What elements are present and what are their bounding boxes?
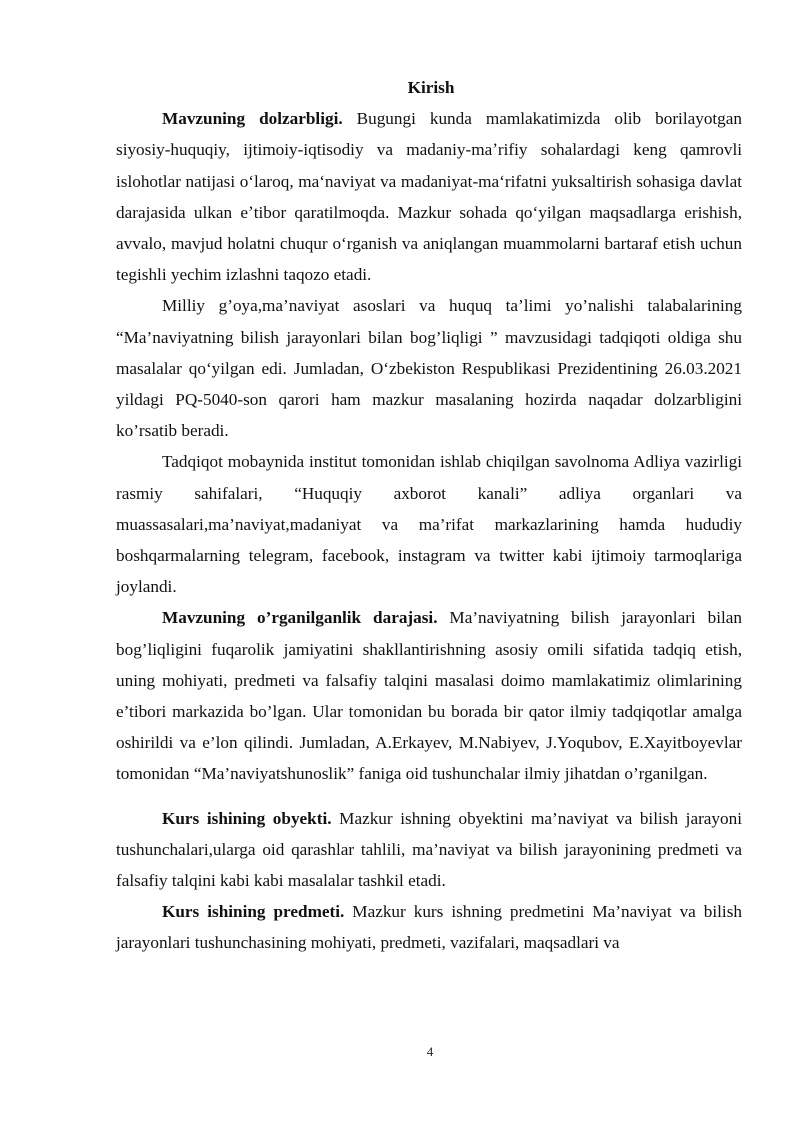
paragraph-text: Tadqiqot mobaynida institut tomonidan ishlab chiqilgan savolnoma Adliya vazirligi rasmiy sahifalari, “Huquqiy axborot kanali” adliya organlari va muassasalari,ma’naviyat,madaniyat va ma’rifat markazlarining hamda hududiy boshqarmalarning telegram, facebook, instagram va twitter kabi ijtimoiy tarmoqlariga joylandi. [116, 452, 742, 597]
paragraph-lead: Mavzuning dolzarbligi. [162, 109, 343, 129]
paragraph-object [116, 803, 742, 897]
paragraph-text: Milliy g’oya,ma’naviyat asoslari va huquq ta’limi yo’nalishi talabalarining “Ma’naviyatning bilish jarayonlari bilan bog’liqligi ” mavzusidagi tadqiqoti oldiga shu masalalar qoʻyilgan edi. Jumladan, Oʻzbekiston Respublikasi Prezidentining 26.03.2021 yildagi PQ-5040-son qarori ham mazkur masalaning hozirda naqadar dolzarbligini ko’rsatib beradi. [116, 296, 742, 441]
paragraph-subject [116, 896, 742, 958]
paragraph-survey [116, 446, 742, 602]
paragraph-text: Mazkur kurs ishning predmetini Ma’naviyat va bilish jarayonlari tushunchasining mohiyati, predmeti, vazifalari, maqsadlari va [116, 902, 742, 953]
page-number: 4 [426, 1044, 434, 1059]
page-body [116, 72, 742, 959]
paragraph-lead: Kurs ishining predmeti. [162, 902, 345, 922]
paragraph-text: Mazkur ishning obyektini ma’naviyat va bilish jarayoni tushunchalari,ularga oid qarashlar tahlili, ma’naviyat va bilish jarayonining predmeti va falsafiy talqini kabi kabi masalalar tashkil etadi. [116, 808, 742, 891]
paragraph-research-task [116, 290, 742, 446]
paragraph-lead: Kurs ishining obyekti. [162, 808, 332, 828]
paragraph-study-degree [116, 602, 742, 789]
paragraph-text: Ma’naviyatning bilish jarayonlari bilan bog’liqligini fuqarolik jamiyatini shakllantirishning asosiy omili sifatida tadqiq etish, uning mohiyati, predmeti va falsafiy talqini masalasi doimo mamlakatimiz olimlarining e’tibori markazida bo’lgan. Ular tomonidan bu borada bir qator ilmiy tadqiqotlar amalga oshirildi va e’lon qilindi. Jumladan, A.Erkayev, M.Nabiyev, J.Yoqubov, E.Xayitboyevlar tomonidan “Ma’naviyatshunoslik” faniga oid tushunchalar ilmiy jihatdan o’rganilgan. [116, 608, 742, 784]
section-heading: Kirish [407, 78, 455, 97]
paragraph-lead: Mavzuning o’rganilganlik darajasi. [162, 608, 438, 628]
paragraph-relevance [116, 103, 742, 290]
paragraph-text: Bugungi kunda mamlakatimizda olib borilayotgan siyosiy-huquqiy, ijtimoiy-iqtisodiy va madaniy-maʼrifiy sohalardagi keng qamrovli islohotlar natijasi oʻlaroq, maʻnaviyat va madaniyat-maʻrifatni yuksaltirish sohasiga davlat darajasida ulkan eʼtibor qaratilmoqda. Mazkur sohada qoʻyilgan maqsadlarga erishish, avvalo, mavjud holatni chuqur oʻrganish va aniqlangan muammolarni bartaraf etish uchun tegishli yechim izlashni taqozo etadi. [116, 109, 742, 285]
